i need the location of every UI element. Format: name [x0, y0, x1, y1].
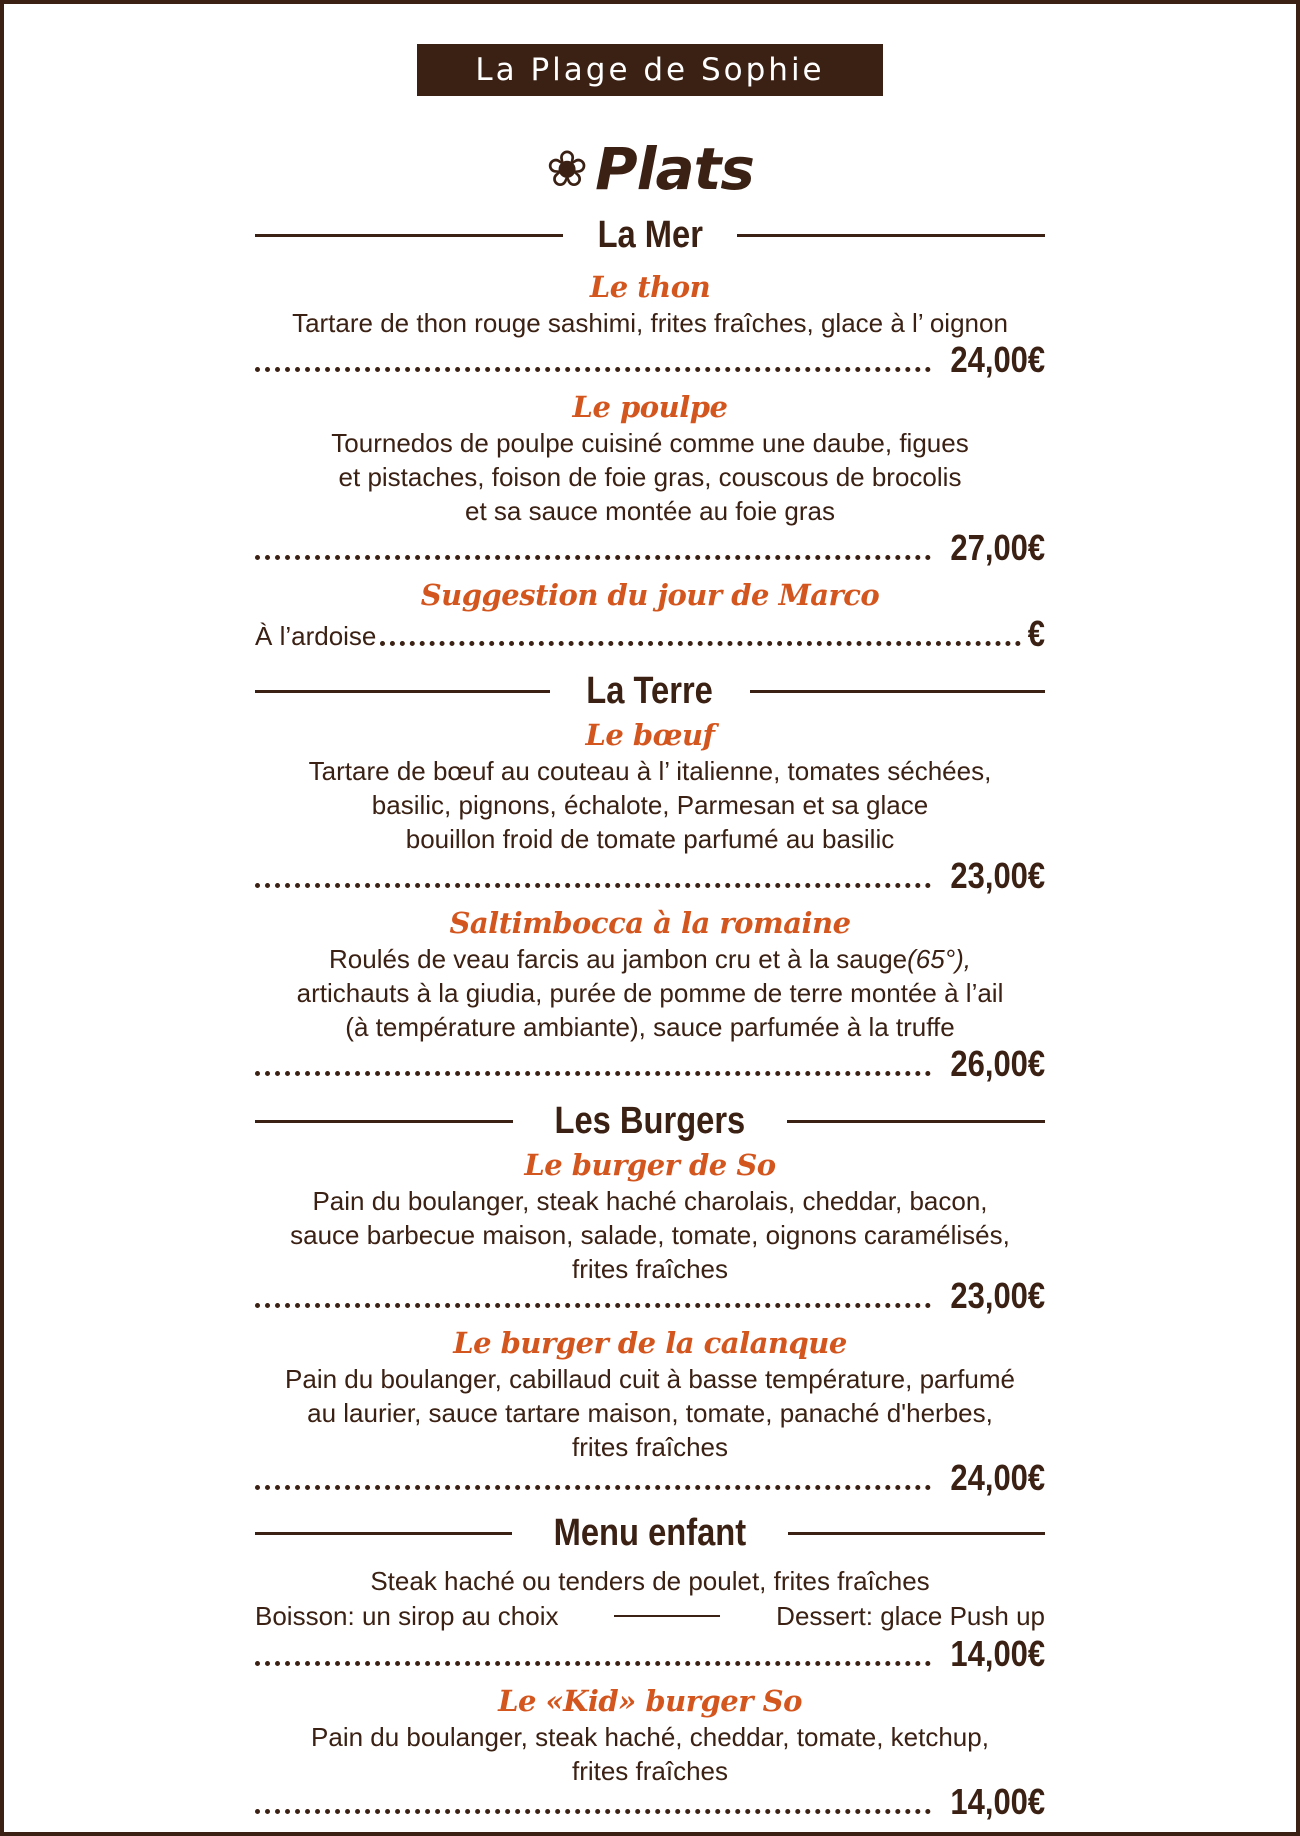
divider-line — [255, 1532, 512, 1535]
kids-menu-description: Steak haché ou tenders de poulet, frites fraîches — [370, 1566, 930, 1596]
description-line: frites fraîches — [571, 1254, 729, 1284]
description-line: basilic, pignons, échalote, Parmesan et sa glace — [371, 790, 929, 820]
divider-line — [255, 1120, 513, 1123]
divider-line — [255, 234, 563, 237]
menu-column — [255, 128, 1045, 1822]
dotted-leader — [255, 1485, 931, 1490]
price-row — [255, 1634, 1045, 1674]
price-row — [255, 1044, 1045, 1084]
description-line: frites fraîches — [571, 1432, 729, 1462]
description-line: Tartare de bœuf au couteau à l’ italienne, tomates séchées, — [308, 756, 992, 786]
dish-description — [255, 426, 1045, 528]
dotted-leader — [255, 883, 931, 888]
dish-price: € — [1027, 613, 1045, 654]
description-line: Pain du boulanger, cabillaud cuit à basse température, parfumé — [285, 1364, 1015, 1394]
divider-line — [750, 690, 1045, 693]
restaurant-name: La Plage de Sophie — [417, 44, 883, 96]
dish-description — [255, 1184, 1045, 1286]
dish-name: Le burger de la calanque — [453, 1326, 847, 1360]
description-line: Tournedos de poulpe cuisiné comme une daube, figues — [331, 428, 969, 458]
price-row — [255, 856, 1045, 896]
divider-line — [614, 1615, 720, 1617]
dish-description — [255, 942, 1045, 1044]
flower-icon: ❀ — [546, 140, 588, 198]
section-title: Les Burgers — [554, 1099, 746, 1142]
temperature-note: (65°), — [907, 944, 971, 974]
dish-name: Suggestion du jour de Marco — [420, 578, 880, 612]
divider-line — [737, 234, 1045, 237]
dotted-leader — [255, 1809, 931, 1814]
dotted-leader — [255, 1303, 931, 1308]
dish-price: 26,00€ — [950, 1043, 1045, 1084]
dish-description — [255, 754, 1045, 856]
section-title: Menu enfant — [553, 1511, 747, 1554]
page-title-text: Plats — [595, 135, 754, 203]
dish-price: 24,00€ — [950, 1457, 1045, 1498]
section-header-la-terre — [255, 666, 1045, 716]
dish-lead-text: À l’ardoise — [255, 621, 377, 651]
dish-name: Le thon — [589, 270, 711, 304]
description-line: frites fraîches — [571, 1756, 729, 1786]
price-row — [255, 1458, 1045, 1498]
description-text: Roulés de veau farcis au jambon cru et à la sauge — [329, 944, 908, 974]
dish-price: 23,00€ — [950, 855, 1045, 896]
dish-price: 14,00€ — [950, 1633, 1045, 1674]
page-title — [255, 128, 1045, 210]
section-header-la-mer — [255, 210, 1045, 260]
description-line: artichauts à la giudia, purée de pomme de terre montée à l’ail — [296, 978, 1004, 1008]
dish-name: Le poulpe — [572, 390, 728, 424]
dish-price: 24,00€ — [950, 339, 1045, 380]
divider-line — [255, 690, 550, 693]
description-line: Pain du boulanger, steak haché, cheddar, tomate, ketchup, — [311, 1722, 989, 1752]
dish-description — [255, 1720, 1045, 1788]
price-row — [255, 1782, 1045, 1822]
description-line — [255, 942, 1045, 976]
section-title: La Mer — [597, 213, 703, 256]
price-row — [255, 340, 1045, 380]
kids-dessert: Dessert: glace Push up — [776, 1600, 1045, 1631]
dish-price: 27,00€ — [950, 527, 1045, 568]
kids-drink: Boisson: un sirop au choix — [255, 1600, 559, 1631]
dish-description — [255, 1362, 1045, 1464]
section-header-les-burgers — [255, 1096, 1045, 1146]
description-line: Pain du boulanger, steak haché charolais, cheddar, bacon, — [312, 1186, 988, 1216]
section-title: La Terre — [586, 669, 714, 712]
dish-description — [255, 306, 1045, 340]
description-line: Tartare de thon rouge sashimi, frites fraîches, glace à l’ oignon — [292, 308, 1008, 338]
price-row — [255, 614, 1045, 654]
dotted-leader — [380, 641, 1021, 646]
dish-price: 14,00€ — [950, 1781, 1045, 1822]
dish-name: Saltimbocca à la romaine — [449, 906, 851, 940]
dish-name: Le «Kid» burger So — [498, 1684, 802, 1718]
dotted-leader — [255, 1661, 931, 1666]
price-row — [255, 528, 1045, 568]
section-header-menu-enfant — [255, 1508, 1045, 1558]
description-line: (à température ambiante), sauce parfumée à la truffe — [345, 1012, 955, 1042]
kids-menu-options — [255, 1598, 1045, 1634]
description-line: au laurier, sauce tartare maison, tomate, panaché d'herbes, — [307, 1398, 993, 1428]
dish-name: Le bœuf — [585, 718, 715, 752]
dish-price: 23,00€ — [950, 1275, 1045, 1316]
description-line: et sa sauce montée au foie gras — [464, 496, 835, 526]
divider-line — [788, 1532, 1045, 1535]
dotted-leader — [255, 367, 931, 372]
description-line: et pistaches, foison de foie gras, couscous de brocolis — [338, 462, 962, 492]
dotted-leader — [255, 1071, 931, 1076]
dish-name: Le burger de So — [524, 1148, 776, 1182]
dotted-leader — [255, 555, 931, 560]
divider-line — [787, 1120, 1045, 1123]
description-line: sauce barbecue maison, salade, tomate, oignons caramélisés, — [290, 1220, 1010, 1250]
description-line: bouillon froid de tomate parfumé au basilic — [405, 824, 895, 854]
